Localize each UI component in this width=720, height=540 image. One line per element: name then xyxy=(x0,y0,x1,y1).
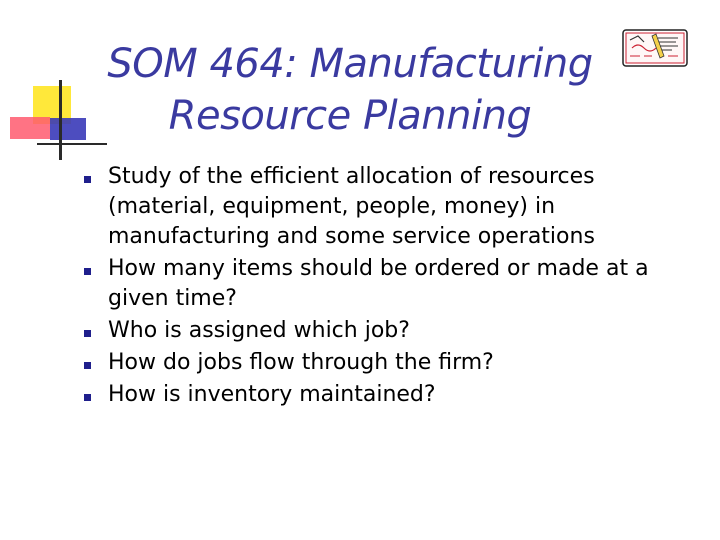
list-item xyxy=(76,316,696,346)
decor-blue-block xyxy=(50,118,86,140)
decor-vertical-line xyxy=(59,80,62,160)
list-item xyxy=(76,380,696,410)
square-bullet-icon xyxy=(84,176,91,183)
slide-title-line-2: Resource Planning xyxy=(168,93,532,139)
list-item-text: How is inventory maintained? xyxy=(108,382,436,407)
slide-title-line-1: SOM 464: Manufacturing xyxy=(107,41,593,87)
square-bullet-icon xyxy=(84,394,91,401)
list-item xyxy=(76,254,696,314)
bullet-list xyxy=(76,162,696,412)
list-item xyxy=(76,348,696,378)
notebook-math-clipart-icon xyxy=(622,28,688,68)
list-item-text: Study of the efficient allocation of resources (material, equipment, people, money) in manufacturing and some service operations xyxy=(108,164,595,249)
decor-horizontal-line xyxy=(37,143,107,145)
list-item xyxy=(76,162,696,252)
list-item-text: Who is assigned which job? xyxy=(108,318,410,343)
square-bullet-icon xyxy=(84,330,91,337)
list-item-text: How many items should be ordered or made at a given time? xyxy=(108,256,649,311)
square-bullet-icon xyxy=(84,362,91,369)
decor-pink-block xyxy=(10,117,50,139)
square-bullet-icon xyxy=(84,268,91,275)
list-item-text: How do jobs flow through the firm? xyxy=(108,350,494,375)
slide-title xyxy=(90,38,610,142)
